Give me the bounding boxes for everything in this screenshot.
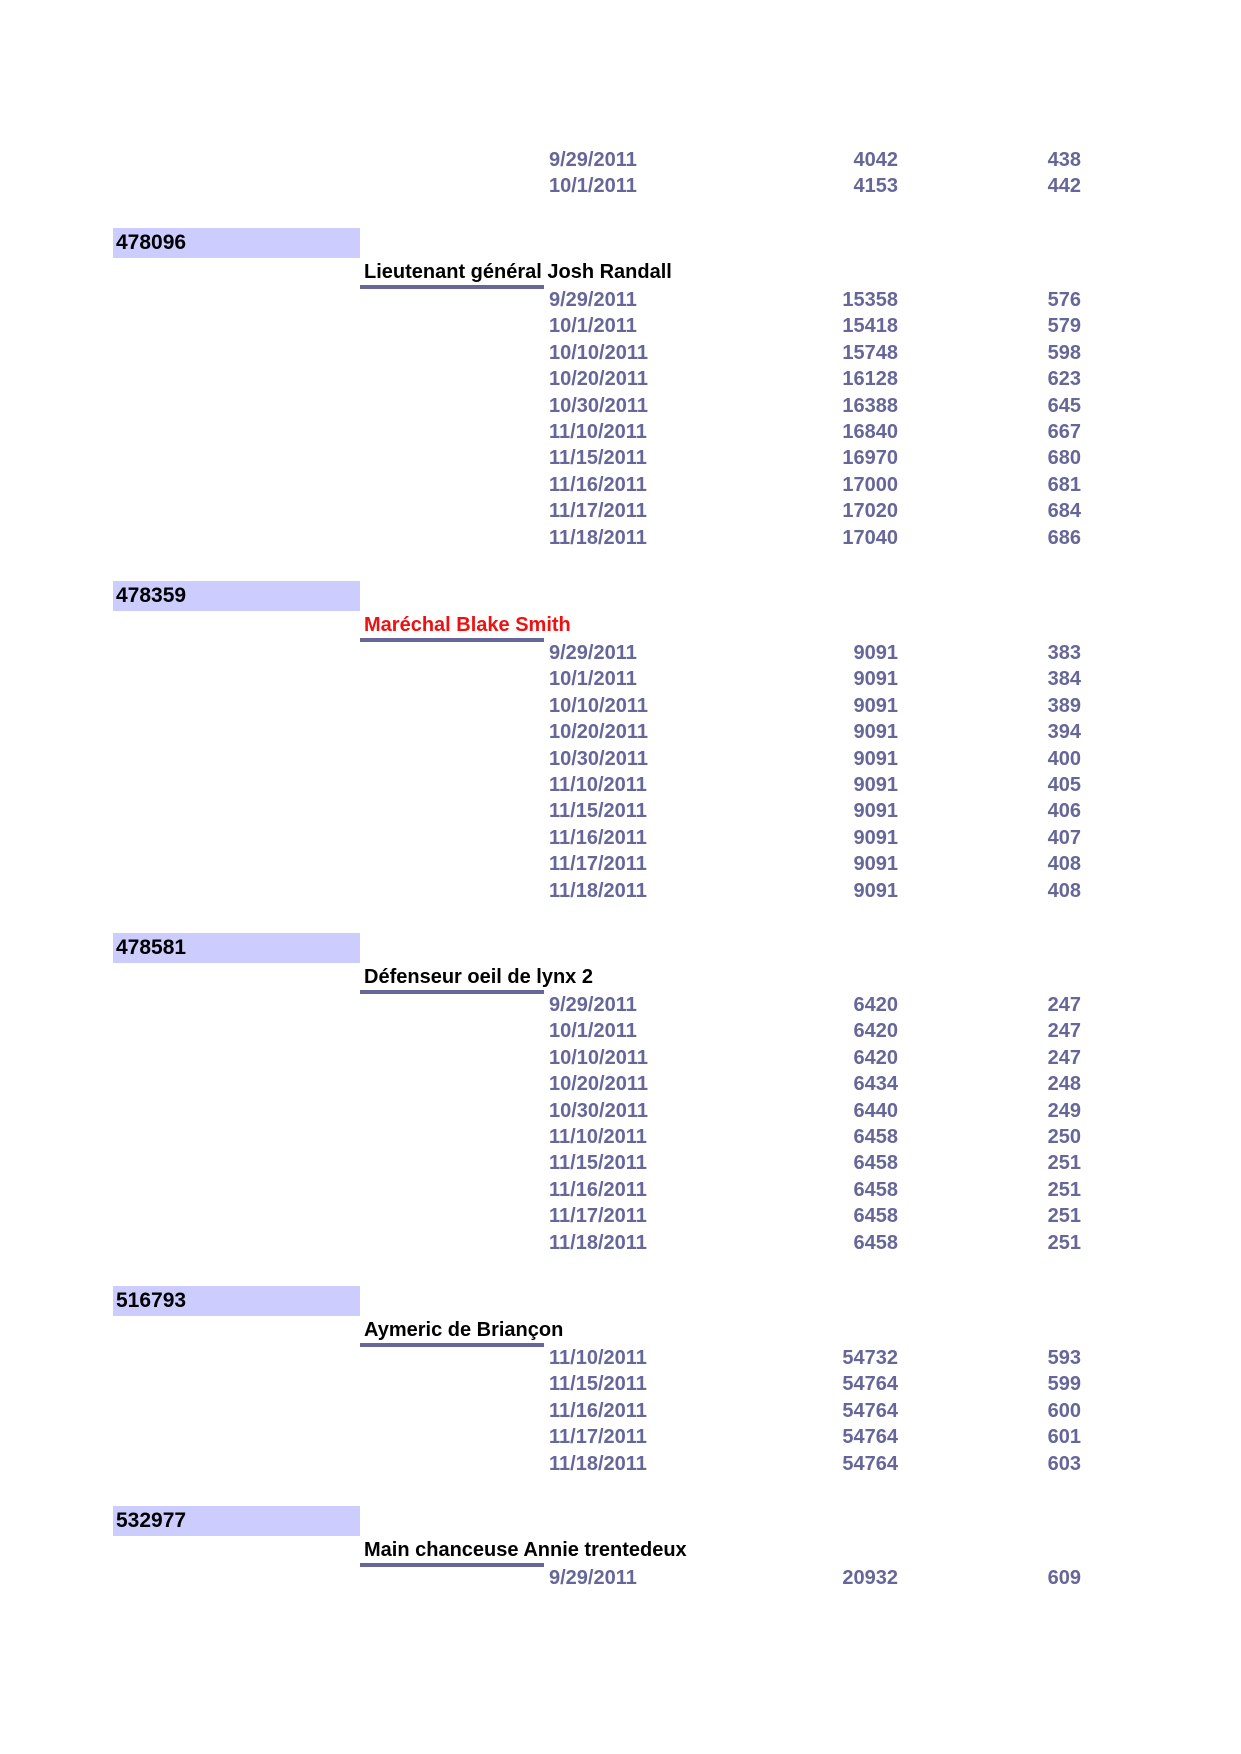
date-cell: 11/18/2011 [549,879,647,902]
record-id: 516793 [116,1289,187,1312]
date-cell: 10/20/2011 [549,721,648,744]
value2-cell: 645 [1047,394,1081,417]
value1-cell: 15358 [842,289,898,311]
record-id: 478096 [116,231,187,254]
date-cell: 10/1/2011 [549,315,637,338]
date-cell: 11/17/2011 [549,1205,647,1228]
date-cell: 9/29/2011 [549,149,637,171]
value2-cell: 249 [1047,1099,1081,1122]
record-id: 478359 [116,584,187,607]
date-cell: 11/15/2011 [549,800,647,823]
player-name: Aymeric de Briançon [364,1319,564,1341]
value1-cell: 16840 [842,421,898,443]
date-cell: 11/10/2011 [549,774,647,796]
value2-cell: 247 [1047,1046,1081,1069]
value2-cell: 407 [1047,826,1081,849]
name-underline [360,285,544,289]
value2-cell: 680 [1047,447,1081,470]
value1-cell: 9091 [853,747,898,770]
value1-cell: 4042 [853,149,898,171]
value1-cell: 9091 [853,721,898,744]
date-cell: 9/29/2011 [549,1567,637,1589]
date-cell: 11/18/2011 [549,1452,647,1475]
record-id-cell [113,933,360,963]
value1-cell: 6420 [853,1020,898,1043]
date-cell: 11/10/2011 [549,421,647,443]
value2-cell: 406 [1047,800,1081,823]
value2-cell: 248 [1047,1073,1081,1096]
date-cell: 10/1/2011 [549,175,637,198]
date-cell: 11/10/2011 [549,1126,647,1148]
value2-cell: 600 [1047,1399,1081,1422]
value2-cell: 609 [1047,1567,1081,1589]
value1-cell: 9091 [853,774,898,796]
date-cell: 11/10/2011 [549,1347,647,1369]
value1-cell: 16970 [842,447,898,470]
value1-cell: 15748 [842,341,898,364]
value1-cell: 54764 [842,1452,898,1475]
record-id: 478581 [116,936,187,959]
record-id-cell [113,228,360,258]
value2-cell: 603 [1047,1452,1081,1475]
date-cell: 10/20/2011 [549,1073,648,1096]
name-underline [360,638,544,642]
value2-cell: 389 [1047,694,1081,717]
value1-cell: 6440 [853,1099,898,1122]
value2-cell: 593 [1047,1347,1081,1369]
value2-cell: 247 [1047,994,1081,1016]
date-cell: 11/17/2011 [549,1426,647,1449]
value2-cell: 442 [1047,175,1081,198]
value1-cell: 6458 [853,1178,898,1201]
value1-cell: 6420 [853,994,898,1016]
date-cell: 11/15/2011 [549,447,647,470]
value2-cell: 383 [1047,642,1081,664]
record-id-cell [113,1286,360,1316]
value2-cell: 250 [1047,1126,1081,1148]
value1-cell: 17000 [842,473,898,496]
date-cell: 11/16/2011 [549,1178,647,1201]
value2-cell: 438 [1047,149,1081,171]
date-cell: 10/10/2011 [549,341,648,364]
value1-cell: 6458 [853,1231,898,1254]
value2-cell: 684 [1047,500,1081,523]
value2-cell: 384 [1047,668,1081,691]
value2-cell: 686 [1047,526,1081,549]
value1-cell: 9091 [853,642,898,664]
date-cell: 10/1/2011 [549,1020,637,1043]
date-cell: 10/30/2011 [549,394,648,417]
date-cell: 11/18/2011 [549,1231,647,1254]
value2-cell: 251 [1047,1178,1081,1201]
date-cell: 9/29/2011 [549,994,637,1016]
date-cell: 11/17/2011 [549,500,647,523]
value2-cell: 400 [1047,747,1081,770]
value1-cell: 15418 [842,315,898,338]
value1-cell: 9091 [853,879,898,902]
value1-cell: 54732 [842,1347,898,1369]
value2-cell: 576 [1047,289,1081,311]
date-cell: 10/1/2011 [549,668,637,691]
value2-cell: 251 [1047,1205,1081,1228]
value2-cell: 667 [1047,421,1081,443]
date-cell: 10/30/2011 [549,1099,648,1122]
value1-cell: 20932 [842,1567,898,1589]
value2-cell: 579 [1047,315,1081,338]
value1-cell: 9091 [853,826,898,849]
value1-cell: 9091 [853,800,898,823]
value1-cell: 54764 [842,1399,898,1422]
value1-cell: 9091 [853,668,898,691]
date-cell: 9/29/2011 [549,642,637,664]
value2-cell: 247 [1047,1020,1081,1043]
value2-cell: 405 [1047,774,1081,796]
player-name: Lieutenant général Josh Randall [364,261,672,283]
value1-cell: 9091 [853,694,898,717]
value1-cell: 54764 [842,1426,898,1449]
date-cell: 11/15/2011 [549,1152,647,1175]
date-cell: 11/16/2011 [549,1399,647,1422]
player-name: Main chanceuse Annie trentedeux [364,1539,687,1561]
date-cell: 10/20/2011 [549,368,648,391]
value1-cell: 54764 [842,1373,898,1396]
value2-cell: 251 [1047,1231,1081,1254]
value1-cell: 6458 [853,1205,898,1228]
value1-cell: 6434 [853,1073,898,1096]
date-cell: 11/16/2011 [549,473,647,496]
date-cell: 11/15/2011 [549,1373,647,1396]
player-name: Défenseur oeil de lynx 2 [364,966,593,988]
value2-cell: 408 [1047,879,1081,902]
date-cell: 11/16/2011 [549,826,647,849]
name-underline [360,1343,544,1347]
value2-cell: 598 [1047,341,1081,364]
name-underline [360,1563,544,1567]
value2-cell: 394 [1047,721,1081,744]
date-cell: 9/29/2011 [549,289,637,311]
value2-cell: 681 [1047,473,1081,496]
value1-cell: 4153 [853,175,898,198]
value1-cell: 17040 [842,526,898,549]
record-id-cell [113,581,360,611]
value1-cell: 6420 [853,1046,898,1069]
value2-cell: 408 [1047,853,1081,876]
value1-cell: 6458 [853,1152,898,1175]
value1-cell: 16128 [842,368,898,391]
value2-cell: 599 [1047,1373,1081,1396]
value1-cell: 9091 [853,853,898,876]
record-id-cell [113,1506,360,1536]
value1-cell: 6458 [853,1126,898,1148]
value1-cell: 17020 [842,500,898,523]
date-cell: 10/10/2011 [549,694,648,717]
value2-cell: 251 [1047,1152,1081,1175]
value1-cell: 16388 [842,394,898,417]
player-name: Maréchal Blake Smith [364,614,571,636]
date-cell: 11/17/2011 [549,853,647,876]
value2-cell: 601 [1047,1426,1081,1449]
date-cell: 10/10/2011 [549,1046,648,1069]
date-cell: 11/18/2011 [549,526,647,549]
value2-cell: 623 [1047,368,1081,391]
name-underline [360,990,544,994]
record-id: 532977 [116,1509,187,1532]
date-cell: 10/30/2011 [549,747,648,770]
